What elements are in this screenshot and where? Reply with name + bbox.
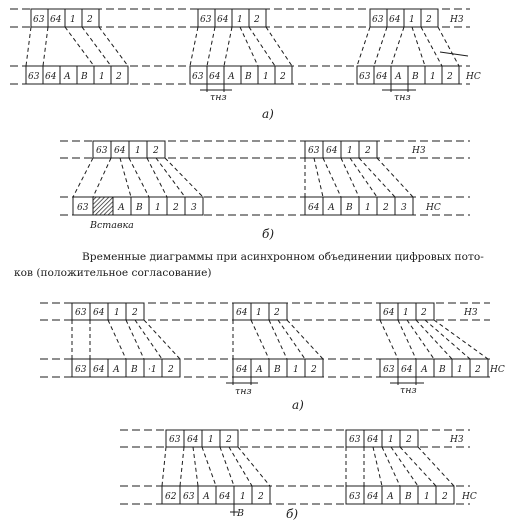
svg-text:62: 62 bbox=[165, 492, 177, 502]
svg-text:64: 64 bbox=[209, 72, 221, 82]
svg-text:64: 64 bbox=[367, 435, 379, 445]
svg-text:63: 63 bbox=[359, 72, 371, 82]
svg-text:А: А bbox=[328, 203, 335, 213]
svg-text:3: 3 bbox=[191, 203, 197, 213]
svg-text:1: 1 bbox=[430, 72, 436, 82]
svg-text:64: 64 bbox=[401, 365, 413, 375]
svg-text:2: 2 bbox=[447, 72, 453, 82]
svg-text:1: 1 bbox=[135, 146, 141, 156]
svg-text:64: 64 bbox=[187, 435, 199, 445]
svg-text:63: 63 bbox=[169, 435, 181, 445]
svg-text:64: 64 bbox=[219, 492, 231, 502]
svg-text:1: 1 bbox=[347, 146, 353, 156]
panel-label: а) bbox=[292, 398, 304, 412]
svg-text:2: 2 bbox=[258, 492, 264, 502]
svg-text:А: А bbox=[387, 492, 394, 502]
svg-text:2: 2 bbox=[132, 308, 138, 318]
nz-label: НЗ bbox=[464, 308, 478, 318]
svg-text:64: 64 bbox=[217, 15, 229, 25]
svg-text:63: 63 bbox=[192, 72, 204, 82]
nc-label: НС bbox=[490, 365, 505, 375]
svg-text:63: 63 bbox=[372, 15, 384, 25]
svg-text:1: 1 bbox=[99, 72, 105, 82]
panel-a-bottom-text bbox=[75, 308, 505, 412]
svg-text:63: 63 bbox=[75, 365, 87, 375]
svg-text:А: А bbox=[64, 72, 71, 82]
svg-text:2: 2 bbox=[226, 435, 232, 445]
tau-label: τнз bbox=[235, 386, 252, 397]
panel-label: б) bbox=[262, 227, 275, 241]
svg-text:2: 2 bbox=[116, 72, 122, 82]
svg-text:В: В bbox=[405, 492, 412, 502]
svg-text:2: 2 bbox=[254, 15, 260, 25]
svg-text:В: В bbox=[131, 365, 138, 375]
svg-text:1: 1 bbox=[155, 203, 161, 213]
nz-label: НЗ bbox=[450, 15, 464, 25]
svg-text:63: 63 bbox=[308, 146, 320, 156]
svg-text:1: 1 bbox=[388, 435, 394, 445]
svg-text:В: В bbox=[412, 72, 419, 82]
panel-b-bottom-text bbox=[165, 435, 477, 520]
svg-text:В: В bbox=[81, 72, 88, 82]
panel-label: а) bbox=[262, 107, 274, 121]
insert-label: Вставка bbox=[90, 220, 134, 231]
svg-text:63: 63 bbox=[349, 435, 361, 445]
svg-text:2: 2 bbox=[173, 203, 179, 213]
svg-text:1: 1 bbox=[365, 203, 371, 213]
caption-line-1: Временные диаграммы при асинхронном объединении цифровых пото- bbox=[82, 251, 484, 263]
caption-line-2: ков (положительное согласование) bbox=[14, 267, 212, 279]
panel-b-top-text bbox=[77, 146, 441, 241]
svg-text:2: 2 bbox=[442, 492, 448, 502]
nz-label: НЗ bbox=[450, 435, 464, 445]
svg-text:2: 2 bbox=[421, 308, 427, 318]
svg-text:1: 1 bbox=[293, 365, 299, 375]
svg-text:А: А bbox=[421, 365, 428, 375]
svg-text:2: 2 bbox=[153, 146, 159, 156]
svg-text:В: В bbox=[274, 365, 281, 375]
svg-text:А: А bbox=[203, 492, 210, 502]
svg-text:64: 64 bbox=[389, 15, 401, 25]
svg-text:63: 63 bbox=[75, 308, 87, 318]
svg-text:64: 64 bbox=[93, 308, 105, 318]
svg-text:2: 2 bbox=[274, 308, 280, 318]
svg-text:А: А bbox=[113, 365, 120, 375]
svg-text:2: 2 bbox=[168, 365, 174, 375]
tau-label: τнз bbox=[210, 92, 227, 103]
svg-text:2: 2 bbox=[406, 435, 412, 445]
svg-text:64: 64 bbox=[114, 146, 126, 156]
svg-text:64: 64 bbox=[93, 365, 105, 375]
svg-text:64: 64 bbox=[50, 15, 62, 25]
svg-text:1: 1 bbox=[256, 308, 262, 318]
svg-text:64: 64 bbox=[383, 308, 395, 318]
svg-text:1: 1 bbox=[424, 492, 430, 502]
svg-text:А: А bbox=[228, 72, 235, 82]
svg-text:63: 63 bbox=[200, 15, 212, 25]
figure-caption bbox=[14, 249, 500, 281]
svg-text:64: 64 bbox=[326, 146, 338, 156]
svg-text:2: 2 bbox=[426, 15, 432, 25]
svg-text:В: В bbox=[245, 72, 252, 82]
svg-text:А: А bbox=[118, 203, 125, 213]
panel-label: б) bbox=[286, 507, 299, 520]
nz-label: НЗ bbox=[412, 146, 426, 156]
svg-text:1: 1 bbox=[263, 72, 269, 82]
svg-text:А: А bbox=[256, 365, 263, 375]
svg-text:2: 2 bbox=[311, 365, 317, 375]
svg-text:1: 1 bbox=[403, 308, 409, 318]
svg-text:А: А bbox=[395, 72, 402, 82]
svg-text:·1: ·1 bbox=[148, 365, 157, 375]
svg-text:64: 64 bbox=[367, 492, 379, 502]
svg-text:64: 64 bbox=[236, 308, 248, 318]
svg-text:В: В bbox=[439, 365, 446, 375]
svg-text:В: В bbox=[346, 203, 353, 213]
svg-text:1: 1 bbox=[208, 435, 214, 445]
svg-text:2: 2 bbox=[365, 146, 371, 156]
nc-label: НС bbox=[462, 492, 477, 502]
tau-label: τнз bbox=[394, 92, 411, 103]
svg-text:64: 64 bbox=[236, 365, 248, 375]
svg-text:63: 63 bbox=[28, 72, 40, 82]
svg-text:63: 63 bbox=[77, 203, 89, 213]
svg-text:1: 1 bbox=[240, 492, 246, 502]
marker-label: В bbox=[237, 508, 244, 519]
nc-label: НС bbox=[426, 203, 441, 213]
svg-text:63: 63 bbox=[383, 365, 395, 375]
svg-text:63: 63 bbox=[183, 492, 195, 502]
svg-text:63: 63 bbox=[349, 492, 361, 502]
nc-label: НС bbox=[466, 72, 481, 82]
svg-text:1: 1 bbox=[237, 15, 243, 25]
svg-text:64: 64 bbox=[376, 72, 388, 82]
tau-label: τнз bbox=[400, 385, 417, 396]
svg-text:63: 63 bbox=[96, 146, 108, 156]
svg-text:2: 2 bbox=[475, 365, 481, 375]
svg-text:1: 1 bbox=[409, 15, 415, 25]
svg-text:2: 2 bbox=[87, 15, 93, 25]
svg-text:1: 1 bbox=[114, 308, 120, 318]
svg-text:1: 1 bbox=[457, 365, 463, 375]
svg-text:2: 2 bbox=[280, 72, 286, 82]
svg-text:В: В bbox=[136, 203, 143, 213]
svg-text:1: 1 bbox=[70, 15, 76, 25]
svg-text:64: 64 bbox=[308, 203, 320, 213]
svg-text:64: 64 bbox=[45, 72, 57, 82]
svg-text:3: 3 bbox=[401, 203, 407, 213]
svg-text:63: 63 bbox=[33, 15, 45, 25]
svg-text:2: 2 bbox=[383, 203, 389, 213]
